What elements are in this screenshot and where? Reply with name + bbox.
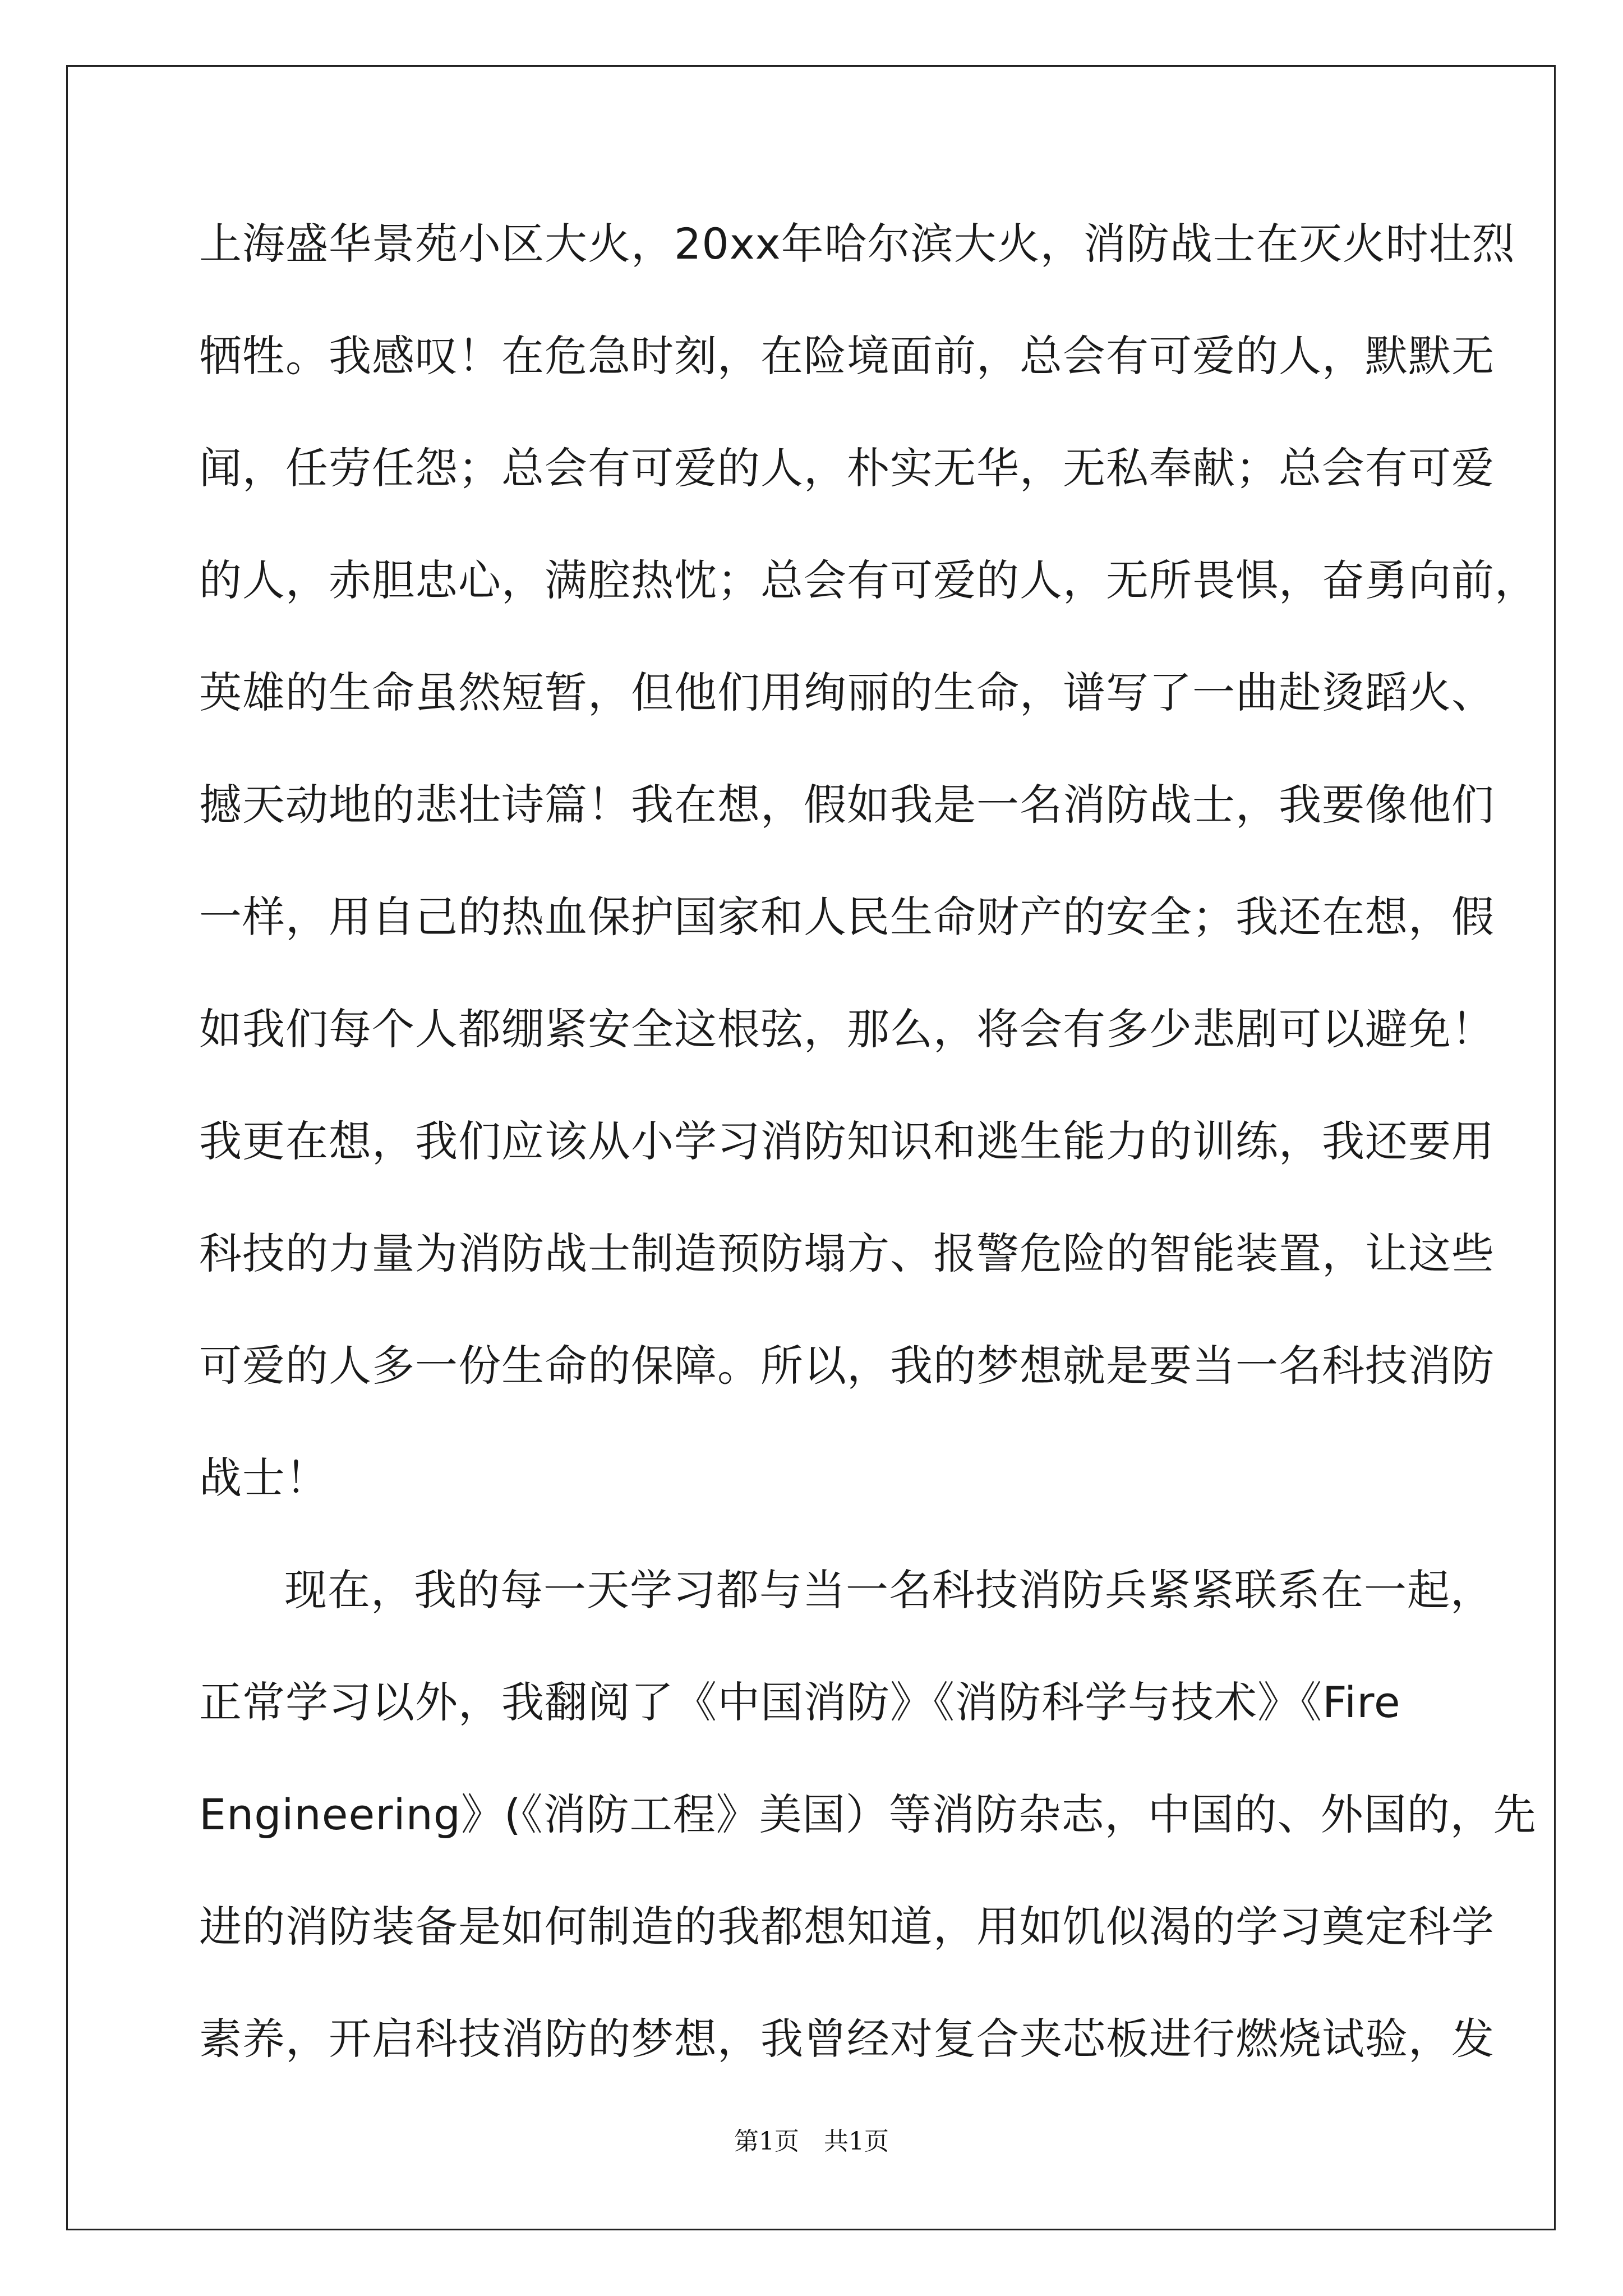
text-line: 素养，开启科技消防的梦想，我曾经对复合夹芯板进行燃烧试验，发 <box>199 2014 1495 2064</box>
text-line: 可爱的人多一份生命的保障。所以，我的梦想就是要当一名科技消防 <box>199 1341 1495 1391</box>
text-line: 如我们每个人都绷紧安全这根弦，那么，将会有多少悲剧可以避免！ <box>199 1004 1495 1054</box>
text-line: 上海盛华景苑小区大火，20xx年哈尔滨大火，消防战士在灭火时壮烈 <box>199 219 1515 269</box>
text-line: 正常学习以外，我翻阅了《中国消防》《消防科学与技术》《Fire <box>199 1677 1401 1727</box>
text-line: 我更在想，我们应该从小学习消防知识和逃生能力的训练，我还要用 <box>199 1116 1495 1166</box>
text-line: Engineering》(《消防工程》美国）等消防杂志，中国的、外国的，先 <box>199 1789 1537 1839</box>
text-line: 撼天动地的悲壮诗篇！我在想，假如我是一名消防战士，我要像他们 <box>199 780 1495 830</box>
text-line: 英雄的生命虽然短暂，但他们用绚丽的生命，谱写了一曲赴烫蹈火、 <box>199 668 1495 717</box>
text-line: 战士！ <box>199 1453 329 1503</box>
text-line: 一样，用自己的热血保护国家和人民生命财产的安全；我还在想，假 <box>199 892 1495 942</box>
text-line: 现在，我的每一天学习都与当一名科技消防兵紧紧联系在一起， <box>284 1565 1493 1615</box>
text-line: 的人，赤胆忠心，满腔热忱；总会有可爱的人，无所畏惧，奋勇向前， <box>199 555 1538 605</box>
text-line: 闻，任劳任怨；总会有可爱的人，朴实无华，无私奉献；总会有可爱 <box>199 443 1495 493</box>
text-line: 科技的力量为消防战士制造预防塌方、报警危险的智能装置，让这些 <box>199 1228 1495 1278</box>
text-line: 牺牲。我感叹！在危急时刻，在险境面前，总会有可爱的人，默默无 <box>199 331 1495 381</box>
text-line: 进的消防装备是如何制造的我都想知道，用如饥似渴的学习奠定科学 <box>199 1902 1495 1952</box>
page-number-footer: 第1页 共1页 <box>734 2127 889 2156</box>
